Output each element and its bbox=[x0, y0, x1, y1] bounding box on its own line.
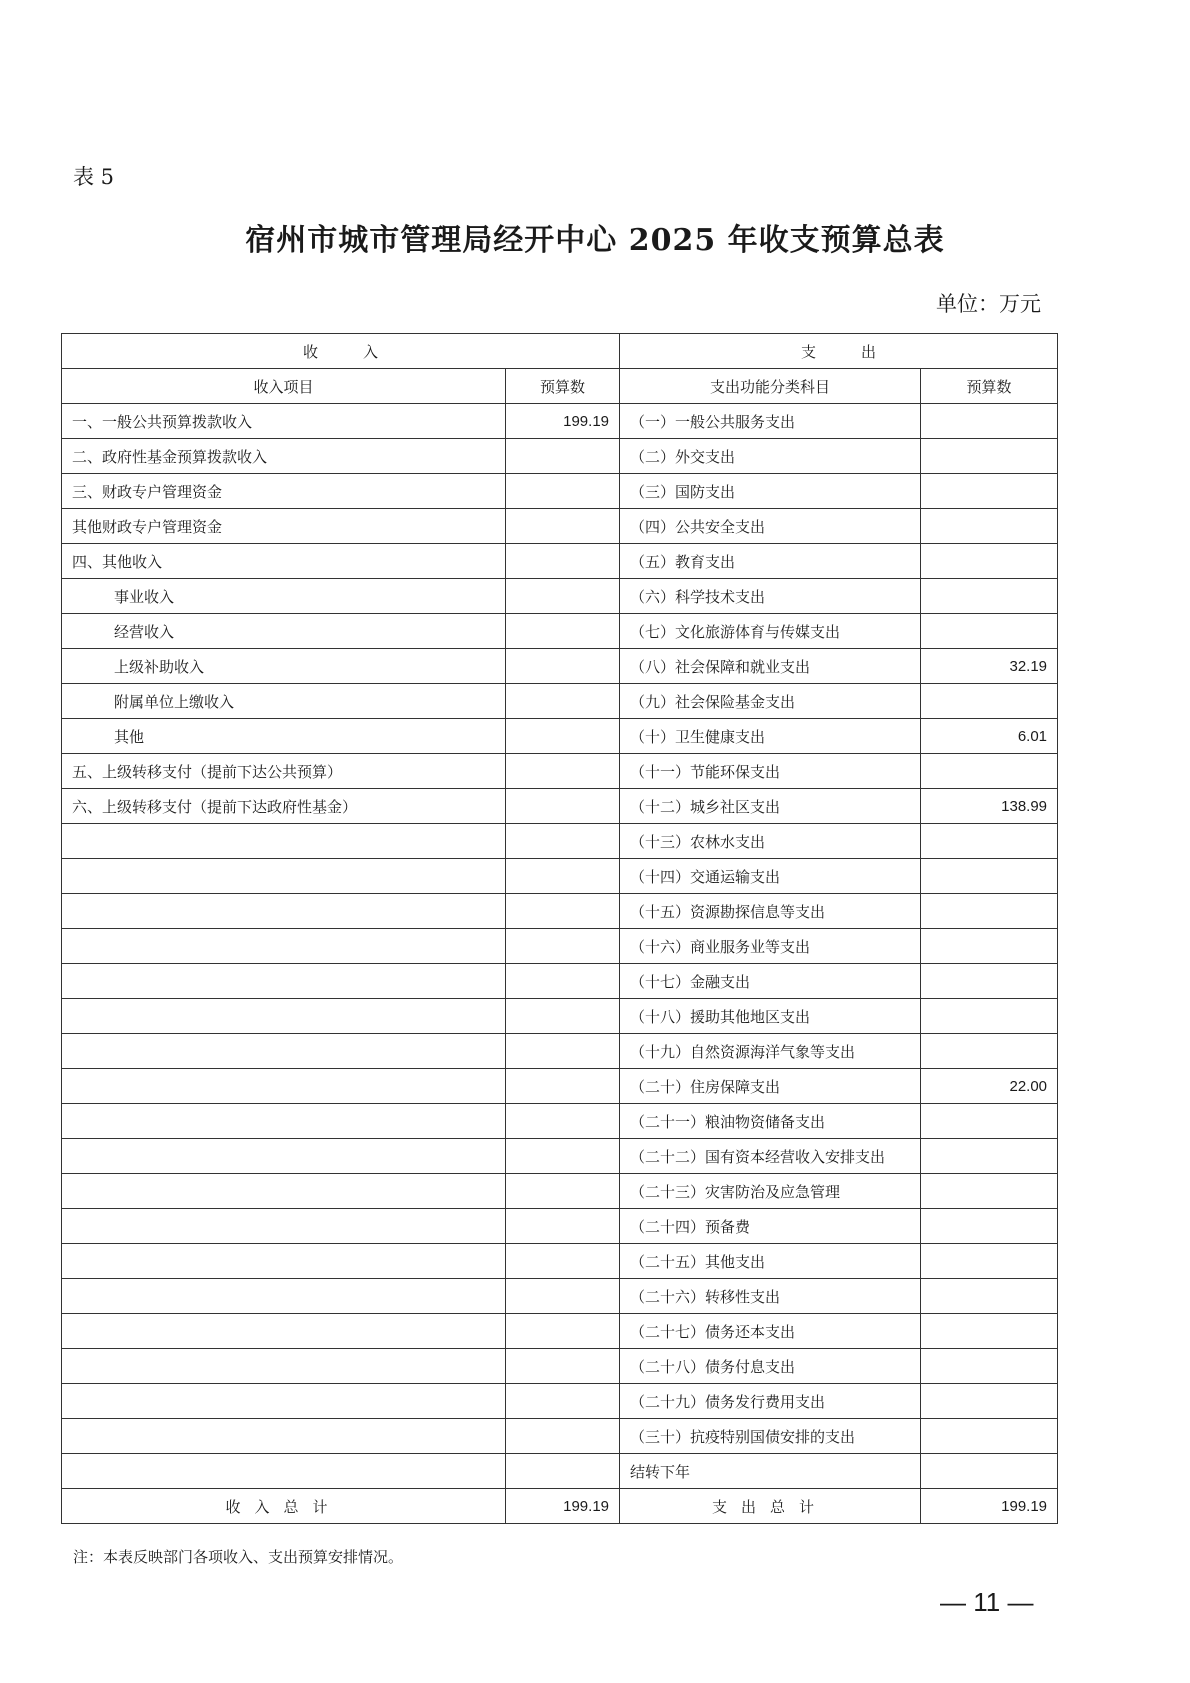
income-value-cell bbox=[506, 544, 620, 579]
expense-value-cell bbox=[921, 509, 1058, 544]
table-row bbox=[62, 579, 1058, 614]
income-item-cell bbox=[62, 1279, 506, 1314]
income-value-cell bbox=[506, 719, 620, 754]
expense-value-cell: 138.99 bbox=[921, 789, 1058, 824]
table-row bbox=[62, 964, 1058, 999]
expense-value-cell bbox=[921, 1209, 1058, 1244]
income-value-cell bbox=[506, 894, 620, 929]
expense-item-cell: （八）社会保障和就业支出 bbox=[620, 649, 921, 684]
income-value-cell bbox=[506, 1174, 620, 1209]
table-row bbox=[62, 1384, 1058, 1419]
income-value-cell bbox=[506, 474, 620, 509]
income-value-cell bbox=[506, 614, 620, 649]
income-item-cell bbox=[62, 1384, 506, 1419]
expense-item-cell: （五）教育支出 bbox=[620, 544, 921, 579]
income-item-cell: 附属单位上缴收入 bbox=[62, 684, 506, 719]
income-value-cell bbox=[506, 1419, 620, 1454]
expense-value-cell: 6.01 bbox=[921, 719, 1058, 754]
income-value-cell bbox=[506, 1209, 620, 1244]
income-item-cell bbox=[62, 1244, 506, 1279]
table-row bbox=[62, 1244, 1058, 1279]
income-item-cell: 上级补助收入 bbox=[62, 649, 506, 684]
expense-value-cell bbox=[921, 579, 1058, 614]
expense-value-cell bbox=[921, 929, 1058, 964]
expense-value-cell: 22.00 bbox=[921, 1069, 1058, 1104]
income-value-cell bbox=[506, 579, 620, 614]
expense-value-cell bbox=[921, 754, 1058, 789]
income-value-cell bbox=[506, 999, 620, 1034]
expense-value-cell bbox=[921, 544, 1058, 579]
expense-item-cell: （九）社会保险基金支出 bbox=[620, 684, 921, 719]
table-row bbox=[62, 1069, 1058, 1104]
income-value-cell bbox=[506, 1034, 620, 1069]
table-row bbox=[62, 1349, 1058, 1384]
expense-value-cell bbox=[921, 859, 1058, 894]
income-item-cell bbox=[62, 824, 506, 859]
income-item-cell: 其他财政专户管理资金 bbox=[62, 509, 506, 544]
income-value-cell bbox=[506, 1244, 620, 1279]
expense-item-cell: （七）文化旅游体育与传媒支出 bbox=[620, 614, 921, 649]
expense-value-cell bbox=[921, 404, 1058, 439]
table-body bbox=[62, 404, 1058, 1489]
table-row bbox=[62, 1034, 1058, 1069]
expense-item-header: 支出功能分类科目 bbox=[620, 369, 921, 404]
expense-item-cell: （二十）住房保障支出 bbox=[620, 1069, 921, 1104]
table-row bbox=[62, 509, 1058, 544]
footnote: 注：本表反映部门各项收入、支出预算安排情况。 bbox=[73, 1548, 404, 1566]
income-value-cell bbox=[506, 1454, 620, 1489]
income-group-header: 收 入 bbox=[62, 334, 620, 369]
table-row bbox=[62, 544, 1058, 579]
income-value-cell bbox=[506, 439, 620, 474]
income-value-cell bbox=[506, 929, 620, 964]
income-item-cell bbox=[62, 929, 506, 964]
page-number: — 11 — bbox=[940, 1587, 1034, 1617]
expense-value-cell bbox=[921, 1174, 1058, 1209]
income-item-cell bbox=[62, 1104, 506, 1139]
income-value-cell bbox=[506, 1069, 620, 1104]
income-item-cell bbox=[62, 1454, 506, 1489]
income-item-cell: 事业收入 bbox=[62, 579, 506, 614]
table-row bbox=[62, 719, 1058, 754]
table-row bbox=[62, 789, 1058, 824]
budget-summary-table bbox=[61, 333, 1058, 1524]
income-value-cell bbox=[506, 789, 620, 824]
table-row bbox=[62, 1174, 1058, 1209]
expense-budget-header: 预算数 bbox=[921, 369, 1058, 404]
expense-value-cell bbox=[921, 1244, 1058, 1279]
table-row bbox=[62, 1209, 1058, 1244]
income-item-cell bbox=[62, 999, 506, 1034]
expense-item-cell: （六）科学技术支出 bbox=[620, 579, 921, 614]
table-row bbox=[62, 404, 1058, 439]
expense-item-cell: （二十二）国有资本经营收入安排支出 bbox=[620, 1139, 921, 1174]
income-item-header: 收入项目 bbox=[62, 369, 506, 404]
expense-item-cell: （十六）商业服务业等支出 bbox=[620, 929, 921, 964]
table-row bbox=[62, 1419, 1058, 1454]
income-item-cell bbox=[62, 1034, 506, 1069]
income-item-cell bbox=[62, 1069, 506, 1104]
group-header-row bbox=[62, 334, 1058, 369]
expense-value-cell bbox=[921, 1349, 1058, 1384]
income-item-cell: 其他 bbox=[62, 719, 506, 754]
income-value-cell bbox=[506, 1279, 620, 1314]
table-row bbox=[62, 1139, 1058, 1174]
income-budget-header: 预算数 bbox=[506, 369, 620, 404]
income-item-cell bbox=[62, 1174, 506, 1209]
income-item-cell: 一、一般公共预算拨款收入 bbox=[62, 404, 506, 439]
expense-value-cell bbox=[921, 614, 1058, 649]
income-total-label: 收入总计 bbox=[62, 1489, 506, 1524]
income-item-cell bbox=[62, 1419, 506, 1454]
table-row bbox=[62, 824, 1058, 859]
income-item-cell bbox=[62, 1139, 506, 1174]
expense-item-cell: （二）外交支出 bbox=[620, 439, 921, 474]
income-item-cell: 三、财政专户管理资金 bbox=[62, 474, 506, 509]
income-item-cell: 经营收入 bbox=[62, 614, 506, 649]
expense-value-cell bbox=[921, 1104, 1058, 1139]
expense-item-cell: （二十四）预备费 bbox=[620, 1209, 921, 1244]
expense-value-cell bbox=[921, 999, 1058, 1034]
expense-item-cell: （十四）交通运输支出 bbox=[620, 859, 921, 894]
table-row bbox=[62, 894, 1058, 929]
expense-value-cell bbox=[921, 1419, 1058, 1454]
expense-item-cell: （三十）抗疫特别国债安排的支出 bbox=[620, 1419, 921, 1454]
expense-item-cell: （十七）金融支出 bbox=[620, 964, 921, 999]
income-value-cell bbox=[506, 684, 620, 719]
expense-value-cell bbox=[921, 1314, 1058, 1349]
expense-total-value: 199.19 bbox=[921, 1489, 1058, 1524]
expense-value-cell bbox=[921, 439, 1058, 474]
income-value-cell: 199.19 bbox=[506, 404, 620, 439]
expense-item-cell: （十）卫生健康支出 bbox=[620, 719, 921, 754]
table-row bbox=[62, 929, 1058, 964]
income-value-cell bbox=[506, 1349, 620, 1384]
income-value-cell bbox=[506, 1104, 620, 1139]
expense-value-cell bbox=[921, 964, 1058, 999]
expense-item-cell: （二十三）灾害防治及应急管理 bbox=[620, 1174, 921, 1209]
income-item-cell: 四、其他收入 bbox=[62, 544, 506, 579]
income-item-cell: 六、上级转移支付（提前下达政府性基金） bbox=[62, 789, 506, 824]
income-value-cell bbox=[506, 649, 620, 684]
income-item-cell bbox=[62, 1314, 506, 1349]
expense-total-label: 支出总计 bbox=[620, 1489, 921, 1524]
income-item-cell bbox=[62, 964, 506, 999]
expense-value-cell bbox=[921, 894, 1058, 929]
table-row bbox=[62, 1314, 1058, 1349]
column-header-row bbox=[62, 369, 1058, 404]
expense-item-cell: （二十五）其他支出 bbox=[620, 1244, 921, 1279]
income-item-cell: 二、政府性基金预算拨款收入 bbox=[62, 439, 506, 474]
table-row bbox=[62, 439, 1058, 474]
expense-item-cell: （十三）农林水支出 bbox=[620, 824, 921, 859]
expense-item-cell: （二十一）粮油物资储备支出 bbox=[620, 1104, 921, 1139]
income-value-cell bbox=[506, 859, 620, 894]
expense-item-cell: （二十八）债务付息支出 bbox=[620, 1349, 921, 1384]
unit-label: 单位：万元 bbox=[936, 292, 1041, 316]
table-row bbox=[62, 999, 1058, 1034]
expense-item-cell: （十一）节能环保支出 bbox=[620, 754, 921, 789]
table-row bbox=[62, 754, 1058, 789]
expense-value-cell bbox=[921, 474, 1058, 509]
income-value-cell bbox=[506, 1139, 620, 1174]
income-value-cell bbox=[506, 1384, 620, 1419]
table-row bbox=[62, 684, 1058, 719]
income-value-cell bbox=[506, 509, 620, 544]
expense-item-cell: （十八）援助其他地区支出 bbox=[620, 999, 921, 1034]
expense-item-cell: （二十九）债务发行费用支出 bbox=[620, 1384, 921, 1419]
expense-value-cell bbox=[921, 684, 1058, 719]
income-value-cell bbox=[506, 824, 620, 859]
expense-value-cell bbox=[921, 1454, 1058, 1489]
table-row bbox=[62, 1454, 1058, 1489]
expense-item-cell: （十二）城乡社区支出 bbox=[620, 789, 921, 824]
income-value-cell bbox=[506, 754, 620, 789]
expense-value-cell bbox=[921, 1034, 1058, 1069]
expense-item-cell: （二十六）转移性支出 bbox=[620, 1279, 921, 1314]
table-row bbox=[62, 649, 1058, 684]
expense-item-cell: （十五）资源勘探信息等支出 bbox=[620, 894, 921, 929]
income-item-cell bbox=[62, 859, 506, 894]
expense-group-header: 支 出 bbox=[620, 334, 1058, 369]
totals-row bbox=[62, 1489, 1058, 1524]
income-value-cell bbox=[506, 1314, 620, 1349]
income-item-cell bbox=[62, 894, 506, 929]
income-item-cell: 五、上级转移支付（提前下达公共预算） bbox=[62, 754, 506, 789]
table-row bbox=[62, 859, 1058, 894]
expense-value-cell bbox=[921, 1279, 1058, 1314]
income-value-cell bbox=[506, 964, 620, 999]
income-item-cell bbox=[62, 1349, 506, 1384]
table-row bbox=[62, 1279, 1058, 1314]
expense-item-cell: （十九）自然资源海洋气象等支出 bbox=[620, 1034, 921, 1069]
expense-value-cell bbox=[921, 1139, 1058, 1174]
income-item-cell bbox=[62, 1209, 506, 1244]
table-row bbox=[62, 1104, 1058, 1139]
expense-value-cell bbox=[921, 1384, 1058, 1419]
table-row bbox=[62, 474, 1058, 509]
income-total-value: 199.19 bbox=[506, 1489, 620, 1524]
table-row bbox=[62, 614, 1058, 649]
expense-item-cell: （四）公共安全支出 bbox=[620, 509, 921, 544]
expense-item-cell: （一）一般公共服务支出 bbox=[620, 404, 921, 439]
expense-value-cell bbox=[921, 824, 1058, 859]
expense-item-cell: （二十七）债务还本支出 bbox=[620, 1314, 921, 1349]
table-number: 表 5 bbox=[73, 165, 115, 189]
expense-value-cell: 32.19 bbox=[921, 649, 1058, 684]
page-title: 宿州市城市管理局经开中心 2025 年收支预算总表 bbox=[245, 223, 945, 258]
expense-item-cell: （三）国防支出 bbox=[620, 474, 921, 509]
expense-item-cell: 结转下年 bbox=[620, 1454, 921, 1489]
